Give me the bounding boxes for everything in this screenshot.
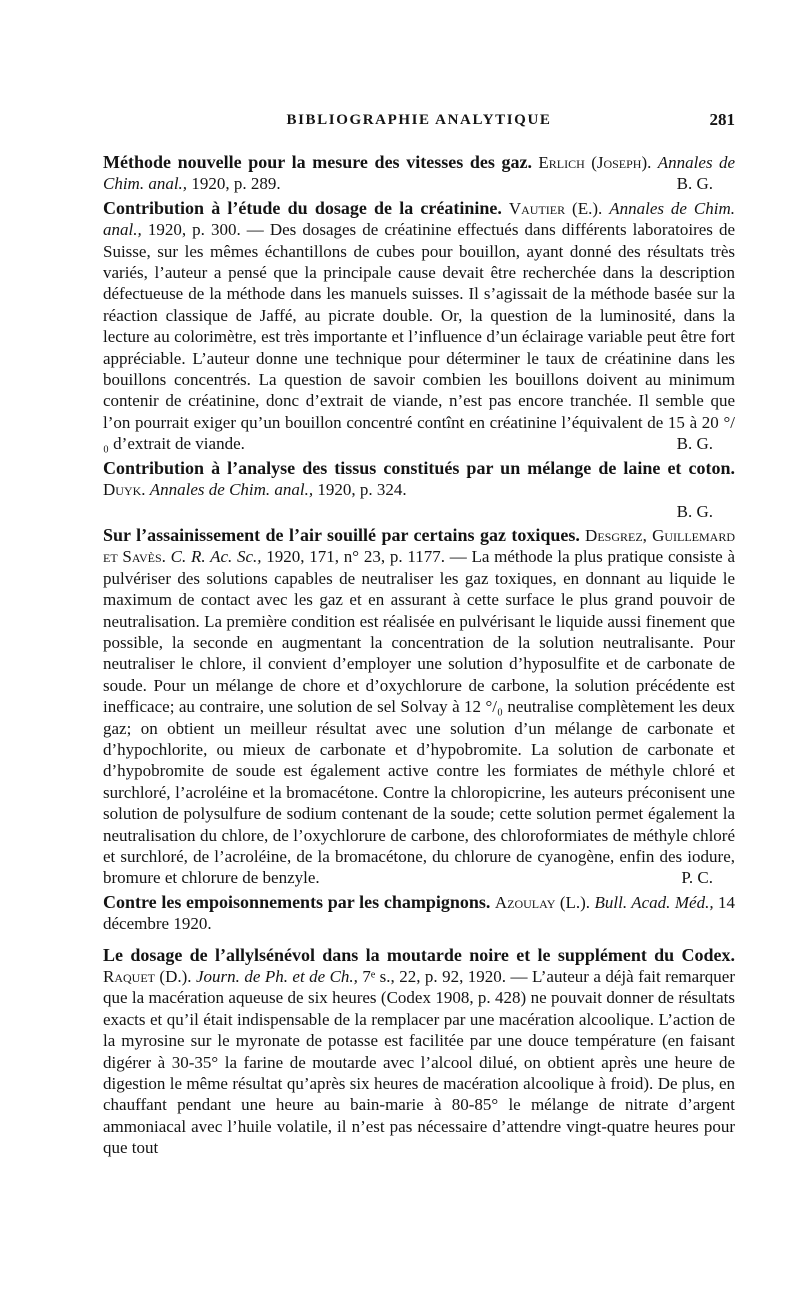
- entry-journal: Annales de Chim. anal.,: [149, 480, 314, 500]
- bibliography-entry: [103, 945, 735, 1159]
- entry-authors: Duyk.: [103, 480, 146, 500]
- bibliography-entry: [103, 152, 735, 195]
- entry-journal: Annales de Chim. anal.,: [103, 198, 736, 240]
- entry-journal: C. R. Ac. Sc.,: [170, 547, 262, 567]
- entry-abstract: Des dosages de créatinine effectués dans différents laboratoires de Suisse, sur les mêmes échantillons de cubes pour bouillon, ayant donné des résultats très variés, l’auteur a pensé que la principale cause devait être recherchée dans la description défectueuse de la méthode dans les manuels suisses. Il s’agissait de la méthode basée sur la réaction classique de Jaffé, au picrate double. Or, la question de la luminosité, dans la lecture au colorimètre, est très importante et l’influence d’un éclairage variable peut être fort appréciable. L’auteur donne une technique pour déterminer le taux de créatinine dans les bouillons concentrés. La question de savoir combien les bouillons doivent au minimum contenir de créatinine, donc d’extrait de viande, n’est pas encore tranchée. Il semble que l’on pourrait exiger qu’un bouillon concentré contînt en créatinine l’équivalent de 15 à 20 °/₀ d’extrait de viande.: [103, 220, 736, 454]
- entry-reference: 1920, p. 289.: [191, 174, 281, 194]
- entry-journal: Annales de Chim. anal.,: [103, 153, 736, 194]
- entry-reference: 1920, p. 300. —: [147, 220, 270, 240]
- entry-authors: Raquet (D.).: [103, 967, 192, 987]
- entry-authors: Erlich (Joseph).: [538, 153, 652, 172]
- entry-title: Sur l’assainissement de l’air souillé par certains gaz toxiques.: [103, 524, 580, 545]
- bibliography-entry: [103, 892, 735, 935]
- entry-reference: 7ᵉ s., 22, p. 92, 1920. —: [362, 967, 532, 987]
- entry-signature: B. G.: [676, 501, 713, 521]
- entry-reference: 14 décembre 1920.: [103, 892, 736, 934]
- bibliography-entry: [103, 198, 735, 455]
- entry-abstract: La méthode la plus pratique consiste à pulvériser des solutions capables de neutraliser les gaz toxiques, en donnant au liquide le maximum de contact avec les gaz et en assurant à cette surface le plus grand pouvoir de neutralisation. La première condition est réalisée en pulvérisant le liquide aussi finement que possible, la seconde en augmentant la concentration de la solution neutralisante. Pour neutraliser le chlore, il convient d’employer une solution d’hyposulfite et de carbonate de soude. Pour un mélange de chore et d’oxychlorure de carbone, la solution précédente est inefficace; au contraire, une solution de sel Solvay à 12 °/₀ neutralise complètement les deux gaz; on obtient un meilleur résultat avec une solution d’un mélange de carbonate et d’hypochlorite, ou mieux de carbonate et d’hypobromite. La solution de carbonate et d’hypobromite de soude est également active contre les formiates de méthyle chloré et surchloré, l’acroléine et la bromacétone. Contre la chloropicrine, les auteurs préconisent une solution de polysulfure de sodium contenant de la soude; cette solution permet également la neutralisation du chlore, de l’oxychlorure de carbone, des chloroformiates de méthyle chloré et surchloré, de l’acroléine, de la bromacétone, du chlorure de cyanogène, enfin des iodure, bromure et chlorure de benzyle.: [103, 547, 735, 888]
- page: [103, 110, 735, 1162]
- entry-title: Contribution à l’étude du dosage de la créatinine.: [103, 197, 502, 218]
- bibliography-entry: [103, 525, 735, 889]
- page-number: 281: [709, 110, 735, 129]
- entry-authors: Azoulay (L.).: [494, 892, 591, 912]
- entry-signature: B. G.: [676, 434, 713, 454]
- entry-title: Méthode nouvelle pour la mesure des vitesses des gaz.: [103, 152, 532, 172]
- entry-title: Contribution à l’analyse des tissus constitués par un mélange de laine et coton.: [103, 457, 735, 478]
- running-title: BIBLIOGRAPHIE ANALYTIQUE: [286, 112, 552, 128]
- bibliography-entry: [103, 458, 735, 522]
- entry-authors: Vautier (E.).: [508, 198, 603, 218]
- entry-journal: Journ. de Ph. et de Ch.,: [196, 967, 358, 987]
- entry-journal: Bull. Acad. Méd.,: [594, 892, 714, 912]
- entry-signature: B. G.: [676, 174, 713, 194]
- entry-title: Le dosage de l’allylsénévol dans la moutarde noire et le supplément du Codex.: [103, 944, 735, 965]
- entry-reference: 1920, 171, n° 23, p. 1177. —: [266, 547, 472, 567]
- entry-title: Contre les empoisonnements par les champignons.: [103, 891, 491, 912]
- entry-authors: Desgrez, Guillemard et Savès.: [103, 525, 736, 567]
- entry-abstract: L’auteur a déjà fait remarquer que la macération aqueuse de six heures (Codex 1908, p. 428) ne pouvait donner de résultats exacts et qu’il était indispensable de la remplacer par une macération alcoolique. L’action de la myrosine sur le myronate de potasse est facilitée par une douce température (en faisant digérer à 30-35° la farine de moutarde avec l’alcool dilué, on obtient après une heure de digestion le même résultat qu’après six heures de macération alcoolique à froid). De plus, en chauffant pendant une heure au bain-marie à 80-85° le mélange de nitrate d’argent ammoniacal avec l’huile volatile, il n’est pas nécessaire d’attendre vingt-quatre heures pour que tout: [103, 967, 736, 1158]
- entry-signature: P. C.: [681, 868, 713, 888]
- entry-reference: 1920, p. 324.: [317, 480, 407, 500]
- running-head: [103, 110, 735, 136]
